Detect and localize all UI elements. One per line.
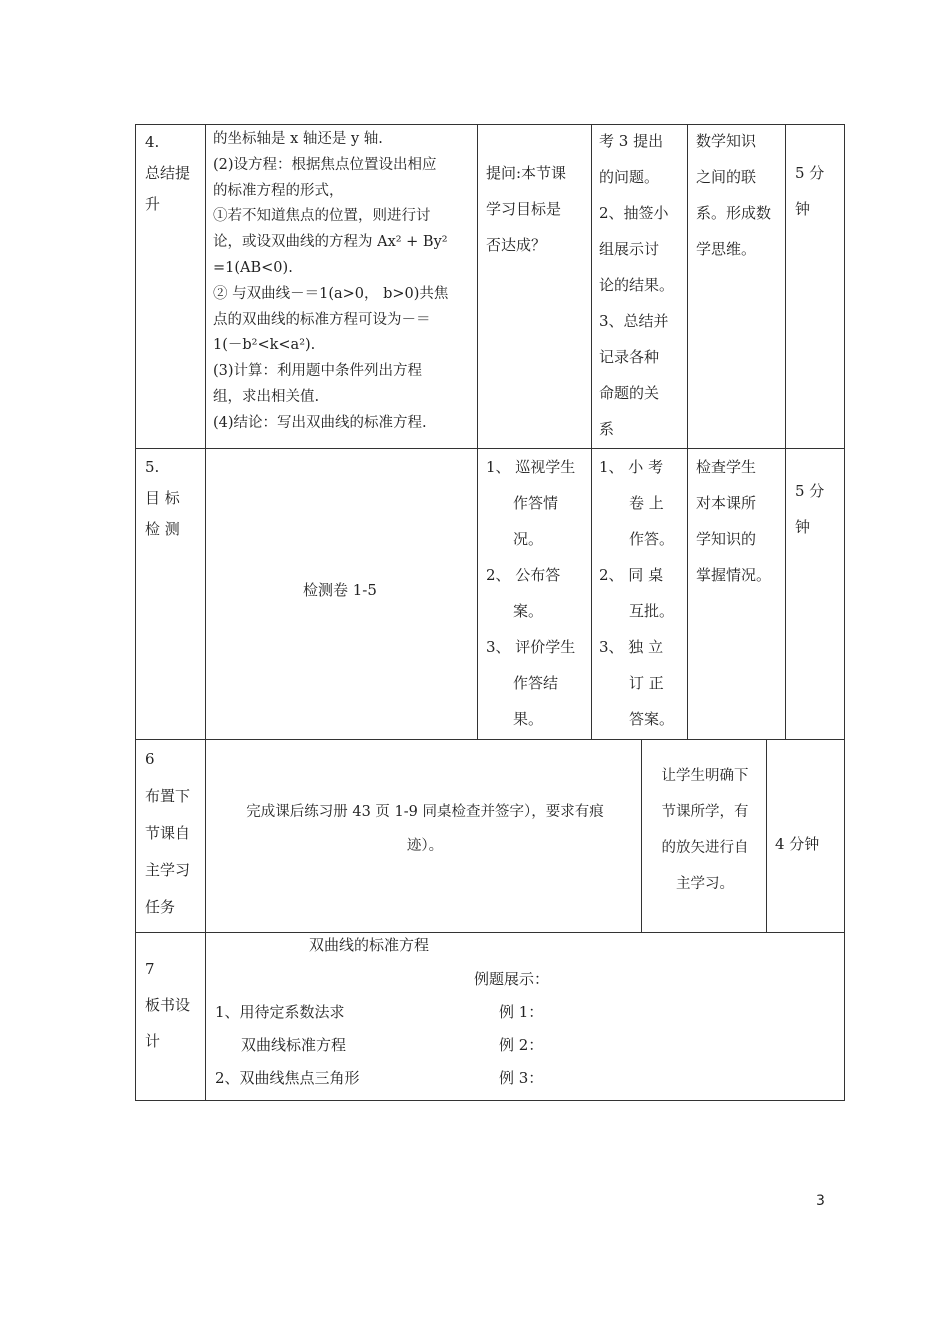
row-divider	[135, 739, 845, 740]
row6-duration: 4 分钟	[775, 835, 820, 853]
column-divider	[591, 124, 592, 739]
row-divider	[135, 932, 845, 933]
column-divider	[785, 124, 786, 739]
page-number: 3	[816, 1193, 825, 1209]
row4-design-intent: 数学知识 之间的联 系。形成数 学思维。	[696, 132, 772, 258]
row4-content: 的坐标轴是 x 轴还是 y 轴. (2)设方程：根据焦点位置设出相应 的标准方程的形式， ①若不知道焦点的位置，则进行讨 论，或设双曲线的方程为 Ax² + By² =1(AB<0). ② 与双曲线－＝1(a>0， b>0)共焦 点的双曲线的标准方程可设为－＝ 1(－b²<k<a²). (3)计算：利用题中条件列出方程 组，求出相关值. (4)结论：写出双曲线的标准方程.	[213, 131, 449, 431]
row5-stage-label: 5. 目 标 检 测	[145, 458, 180, 538]
row6-stage-label: 6 布置下 节课自 主学习 任务	[145, 750, 191, 916]
column-divider	[641, 739, 642, 932]
row5-student-activity: 1、 小 考 卷 上 作答。 2、 同 桌 互批。 3、 独 立 订 正 答案。	[599, 458, 675, 728]
row5-content: 检测卷 1-5	[303, 581, 377, 599]
board-item-2: 2、双曲线焦点三角形	[215, 1069, 360, 1087]
example-3: 例 3：	[499, 1069, 544, 1087]
row6-design-intent: 让学生明确下 节课所学，有 的放矢进行自 主学习。	[661, 768, 749, 892]
row4-student-activity: 考 3 提出 的问题。 2、抽签小 组展示讨 论的结果。 3、总结并 记录各种 命题的关 系	[599, 132, 675, 438]
example-2: 例 2：	[499, 1036, 544, 1054]
row4-duration: 5 分 钟	[795, 164, 825, 218]
row4-stage-label: 4. 总结提 升	[145, 133, 191, 213]
board-item-1: 1、用待定系数法求	[215, 1003, 345, 1021]
row4-teacher-activity: 提问:本节课 学习目标是 否达成？	[486, 164, 567, 254]
row7-stage-label: 7 板书设 计	[145, 960, 191, 1050]
example-1: 例 1：	[499, 1003, 544, 1021]
row5-design-intent: 检查学生 对本课所 学知识的 掌握情况。	[696, 458, 772, 584]
board-item-1-cont: 双曲线标准方程	[241, 1036, 347, 1054]
column-divider	[205, 124, 206, 1101]
row5-duration: 5 分 钟	[795, 482, 825, 536]
row6-content: 完成课后练习册 43 页 1-9 同桌检查并签字），要求有痕 迹）。	[246, 804, 604, 854]
column-divider	[477, 124, 478, 739]
board-title: 双曲线的标准方程	[309, 936, 430, 954]
column-divider	[687, 124, 688, 739]
column-divider	[766, 739, 767, 932]
examples-title: 例题展示：	[474, 970, 550, 988]
row5-teacher-activity: 1、 巡视学生 作答情 况。 2、 公布答 案。 3、 评价学生 作答结 果。	[486, 458, 576, 728]
